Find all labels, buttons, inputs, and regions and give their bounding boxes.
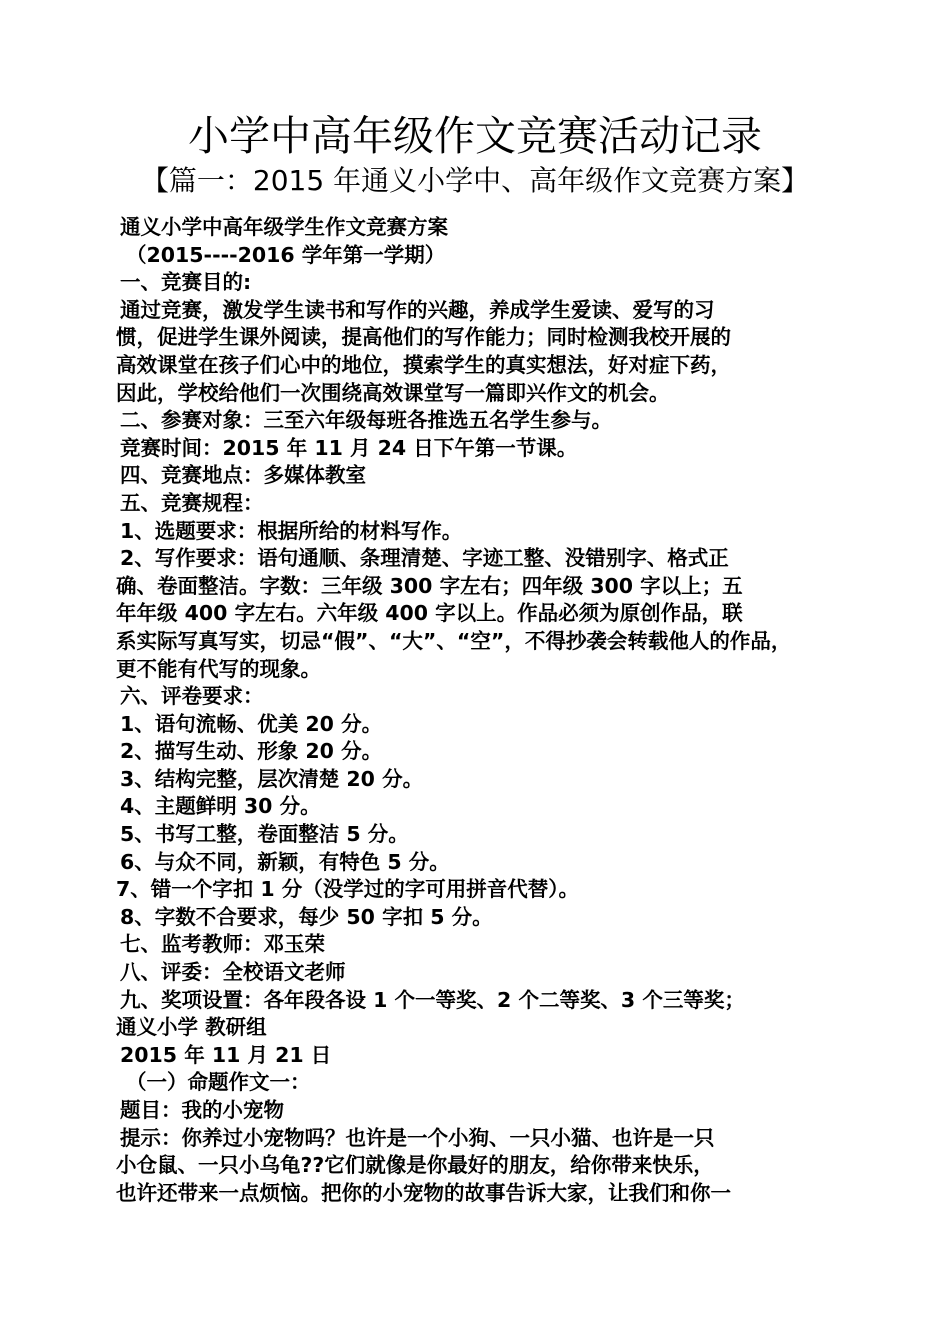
body-line: 8、字数不合要求，每少 50 字扣 5 分。 (120, 904, 493, 929)
body-line: 2、描写生动、形象 20 分。 (120, 739, 383, 764)
body-line: 题目：我的小宠物 (120, 1098, 284, 1122)
body-line: 2015 年 11 月 21 日 (120, 1042, 332, 1067)
body-line: 2、写作要求：语句通顺、条理清楚、字迹工整、没错别字、格式正 (120, 546, 729, 571)
body-line: 六、评卷要求： (120, 684, 264, 709)
document-subtitle: 【篇一：2015 年通义小学中、高年级作文竞赛方案】 (140, 164, 810, 197)
body-line: 二、参赛对象：三至六年级每班各推选五名学生参与。 (120, 408, 612, 433)
body-line: 小仓鼠、一只小乌龟??它们就像是你最好的朋友，给你带来快乐， (116, 1153, 714, 1178)
body-line: 惯，促进学生课外阅读，提高他们的写作能力；同时检测我校开展的 (116, 325, 731, 350)
body-line: 八、评委：全校语文老师 (120, 960, 346, 985)
body-line: 系实际写真写实，切忌“假”、“大”、“空”，不得抄袭会转载他人的作品， (116, 628, 792, 653)
body-line: 通义小学 教研组 (116, 1015, 267, 1040)
body-line: 竞赛时间：2015 年 11 月 24 日下午第一节课。 (120, 435, 578, 460)
body-line: 3、结构完整，层次清楚 20 分。 (120, 766, 424, 791)
body-line: 年年级 400 字左右。六年级 400 字以上。作品必须为原创作品，联 (116, 601, 743, 626)
document-title: 小学中高年级作文竞赛活动记录 (188, 112, 762, 160)
body-line: （2015----2016 学年第一学期） (126, 242, 446, 267)
body-line: 四、竞赛地点：多媒体教室 (120, 463, 366, 488)
body-line: 提示：你养过小宠物吗？也许是一个小狗、一只小猫、也许是一只 (120, 1125, 715, 1150)
body-line: 一、竞赛目的: (120, 270, 252, 295)
body-line: 通过竞赛，激发学生读书和写作的兴趣，养成学生爱读、爱写的习 (120, 297, 715, 322)
body-line: 确、卷面整洁。字数：三年级 300 字左右；四年级 300 字以上；五 (116, 573, 743, 598)
document-body (116, 214, 856, 1207)
body-line: 5、书写工整，卷面整洁 5 分。 (120, 822, 409, 847)
body-line: 五、竞赛规程： (120, 490, 264, 515)
body-line: 也许还带来一点烦恼。把你的小宠物的故事告诉大家，让我们和你一 (116, 1180, 731, 1205)
body-line: 1、语句流畅、优美 20 分。 (120, 711, 383, 736)
body-line: 高效课堂在孩子们心中的地位，摸索学生的真实想法，好对症下药， (116, 352, 731, 377)
body-line: 九、奖项设置：各年段各设 1 个一等奖、2 个二等奖、3 个三等奖； (120, 987, 745, 1012)
body-line: 4、主题鲜明 30 分。 (120, 794, 321, 819)
body-line: 因此，学校给他们一次围绕高效课堂写一篇即兴作文的机会。 (116, 380, 670, 405)
body-line: 1、选题要求：根据所给的材料写作。 (120, 518, 463, 543)
body-line: 7、错一个字扣 1 分（没学过的字可用拼音代替）。 (116, 877, 580, 902)
body-line: 通义小学中高年级学生作文竞赛方案 (120, 215, 448, 239)
body-line: 七、监考教师：邓玉荣 (120, 932, 325, 957)
body-line: 6、与众不同，新颖，有特色 5 分。 (120, 849, 450, 874)
body-line: （一）命题作文一： (126, 1070, 311, 1095)
body-line: 更不能有代写的现象。 (116, 656, 321, 681)
